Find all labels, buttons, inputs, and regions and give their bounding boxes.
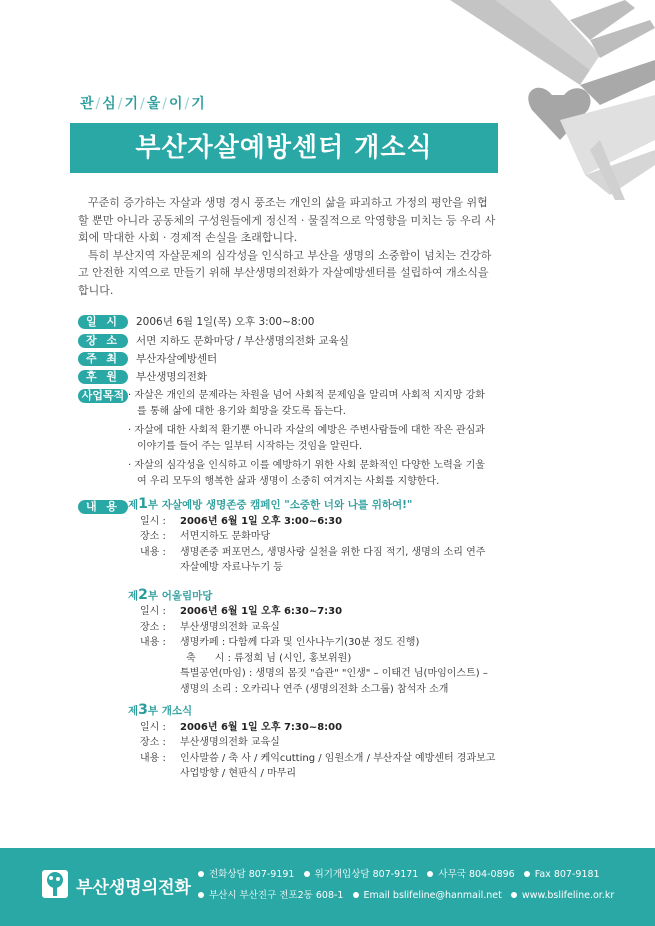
place-value: 서면 지하도 문화마당 / 부산생명의전화 교육실	[136, 335, 349, 347]
list-item: · 자살에 대한 사회적 환기뿐 아니라 자살의 예방은 주변사람들에 대한 작은 관심과 이야기를 들어 주는 일부터 시작하는 것임을 알린다.	[128, 425, 485, 452]
info-purpose	[78, 389, 128, 403]
part2-title: 제2부 어울림마당	[128, 586, 213, 603]
list-item: · 자살은 개인의 문제라는 차원을 넘어 사회적 문제임을 알리며 사회적 지지망 강화를 통해 삶에 대한 용기와 희망을 갖도록 돕는다.	[128, 390, 485, 417]
purpose-label: 사업목적	[78, 389, 128, 403]
intro-paragraph: 특히 부산지역 자살문제의 심각성을 인식하고 부산을 생명의 소중함이 넘치는 건강하고 안전한 지역으로 만들기 위해 부산생명의전화가 자살예방센터를 설립하여 개소식을 합니다.	[78, 248, 492, 297]
intro-paragraph: 꾸준히 증가하는 자살과 생명 경시 풍조는 개인의 삶을 파괴하고 가정의 평안을 위협할 뿐만 아니라 공동체의 구성원들에게 정신적 · 물질적으로 악영향을 미치는 등 우리 사회에 막대한 사회 · 경제적 손실을 초래합니다.	[78, 196, 496, 244]
place-label: 장 소	[78, 334, 128, 348]
footer-address: 부산시 부산진구 전포2동 608-1 Email bslifeline@hanmail.net www.bslifeline.or.kr	[198, 887, 614, 901]
part1-detail: 일시 : 2006년 6월 1일 오후 3:00~6:30 장소 : 서면지하도 문화마당 내용 : 생명존중 퍼포먼스, 생명사랑 실천을 위한 다짐 적기, 생명의 소리 연주 자살예방 자료나누기 등	[140, 515, 486, 573]
info-host	[78, 351, 217, 366]
page-title: 부산자살예방센터 개소식	[70, 123, 498, 173]
info-place	[78, 333, 349, 348]
purpose-list	[128, 388, 493, 493]
info-date	[78, 314, 314, 329]
content-label: 내 용	[78, 500, 128, 514]
part3-detail: 일시 : 2006년 6월 1일 오후 7:30~8:00 장소 : 부산생명의전화 교육실 내용 : 인사말씀 / 축 사 / 케익cutting / 임원소개 / 부산자살 예방센터 경과보고 사업방향 / 현판식 / 마무리	[140, 721, 496, 779]
email-link[interactable]: Email bslifeline@hanmail.net	[363, 890, 502, 901]
footer-contacts: 전화상담 807-9191 위기개입상담 807-9171 사무국 804-0896 Fax 807-9181	[198, 866, 600, 880]
date-value: 2006년 6월 1일(목) 오후 3:00~8:00	[136, 316, 315, 328]
part3-title: 제3부 개소식	[128, 702, 193, 718]
sponsor-label: 후 원	[78, 370, 128, 384]
date-label: 일 시	[78, 315, 128, 329]
section-kicker: 관/심/기/울/이/기	[80, 96, 206, 112]
program-parts	[128, 497, 508, 782]
part2-detail: 일시 : 2006년 6월 1일 오후 6:30~7:30 장소 : 부산생명의전화 교육실 내용 : 생명카페 : 다함께 다과 및 인사나누기(30분 정도 진행) 축 시 : 류정희 님 (시인, 홍보위원) 특별공연(마임) : 생명의 몸짓 "습관" "인생" – 이태건 님(마임이스트) – 생명의 소리 : 오카리나 연주 (생명의전화 소그룹) 참석자 소개	[140, 606, 488, 695]
info-content	[78, 500, 128, 514]
intro-text	[78, 194, 498, 299]
tree-logo-icon	[42, 870, 68, 898]
host-label: 주 최	[78, 352, 128, 366]
info-sponsor	[78, 369, 207, 384]
list-item: · 자살의 심각성을 인식하고 이를 예방하기 위한 사회 문화적인 다양한 노력을 기울여 우리 모두의 행복한 삶과 생명이 소중히 여겨지는 사회를 지향한다.	[128, 460, 485, 487]
website-link[interactable]: www.bslifeline.or.kr	[521, 890, 615, 901]
host-value: 부산자살예방센터	[136, 353, 218, 365]
sponsor-value: 부산생명의전화	[136, 371, 208, 383]
org-name: 부산생명의전화	[76, 878, 191, 898]
part1-title: 제1부 자살예방 생명존중 캠페인 "소중한 너와 나를 위하여!"	[128, 496, 413, 512]
